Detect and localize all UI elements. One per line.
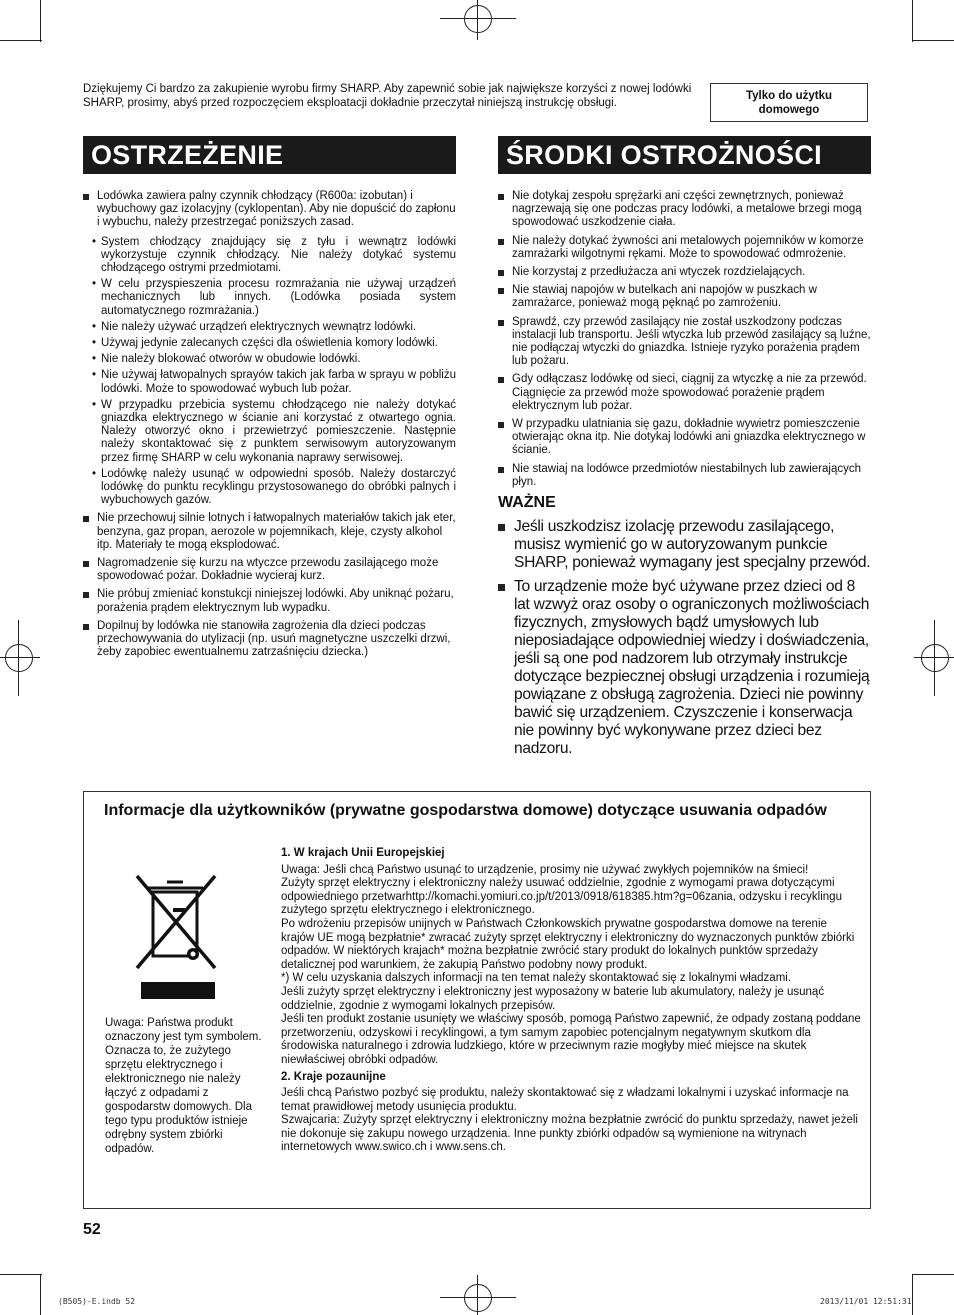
warning-item-text: Lodówka zawiera palny czynnik chłodzący (R600a: izobutan) i wybuchowy gaz izolacyjny (cyklopentan). Aby nie dopuścić do zapłonu i wybuchu, należy przestrzegać poniższych zasad. (97, 190, 456, 229)
precautions-section (498, 190, 871, 764)
eu-heading: 1. W krajach Unii Europejskiej (281, 847, 445, 859)
eu-paragraph: Zużyty sprzęt elektryczny i elektroniczny należy usuwać oddzielnie, zgodnie z wymogami prawa dotyczącymi odpowiedniego przetwarhttp://komachi.yomiuri.co.jp/t/2013/0918/618385.htm?g=06zania, odzysku i recyklingu zużytego sprzętu elektrycznego i elektronicznego. (281, 877, 842, 917)
warning-subitem: • System chłodzący znajdujący się z tyłu i wewnątrz lodówki wykorzystuje czynnik chłodzący. Nie należy dotykać systemu chłodzącego ostrymi przedmiotami. (91, 236, 456, 276)
important-heading: WAŻNE (498, 494, 556, 512)
eu-paragraph: Jeśli zużyty sprzęt elektryczny i elektroniczny jest wyposażony w baterie lub akumulatory, należy je usunąć oddzielnie, zgodnie z wymogami lokalnych przepisów. (281, 985, 825, 1012)
non-eu-paragraph: Szwajcaria: Zużyty sprzęt elektryczny i elektroniczny można bezpłatnie zwrócić do punktu sprzedaży, nawet jeżeli nie dokonuje się zakupu nowego urządzenia. Inne punkty zbiórki odpadów są wymienione na witrynach internetowych www.swico.ch i www.sens.ch. (281, 1114, 858, 1154)
precautions-heading: ŚRODKI OSTROŻNOŚCI (498, 136, 871, 174)
precaution-item: W przypadku ulatniania się gazu, dokładnie wywietrz pomieszczenie otwierając okna itp. Nie dotykaj lodówki ani gniazdka elektrycznego w ścianie. (498, 418, 871, 458)
precaution-item: Nie korzystaj z przedłużacza ani wtyczek rozdzielających. (498, 266, 871, 279)
warning-item: Nie przechowuj silnie lotnych i łatwopalnych materiałów takich jak eter, benzyna, gaz propan, aerozole w pojemnikach, kleje, czysty alkohol itp. Materiały te mogą eksplodować. (83, 512, 456, 552)
eu-paragraph: Uwaga: Jeśli chcą Państwo usunąć to urządzenie, prosimy nie używać zwykłych pojemników na śmieci! (281, 863, 809, 876)
footer-file-info: (B505)-E.indb 52 (58, 1297, 136, 1306)
warning-subitem: • Nie należy używać urządzeń elektrycznych wewnątrz lodówki. (91, 321, 456, 334)
precaution-item: Nie dotykaj zespołu sprężarki ani części zewnętrznych, ponieważ nagrzewają się one podczas pracy lodówki, a metalowe brzegi mogą spowodować uszkodzenie ciała. (498, 190, 871, 230)
warning-subitem: • Nie używaj łatwopalnych sprayów takich jak farba w sprayu w pobliżu lodówki. Może to spowodować wybuch lub pożar. (91, 369, 456, 395)
disposal-symbol-note: Uwaga: Państwa produkt oznaczony jest tym symbolem. Oznacza to, że zużytego sprzętu elektrycznego i elektronicznego nie należy łączyć z odpadami z gospodarstw domowych. Dla tego typu produktów istnieje odrębny system zbiórki odpadów. (105, 1017, 262, 1155)
crop-mark (40, 1274, 41, 1315)
domestic-use-badge (710, 83, 868, 122)
domestic-use-label: Tylko do użytku domowego (745, 89, 833, 116)
warning-item: Dopilnuj by lodówka nie stanowiła zagrożenia dla dzieci podczas przechowywania do utylizacji (np. usuń magnetyczne uszczelki drzwi, żeby zapobiec ewentualnemu zatrzaśnięciu dziecka.) (83, 620, 456, 660)
warning-heading: OSTRZEŻENIE (83, 136, 456, 174)
precaution-item: Gdy odłączasz lodówkę od sieci, ciągnij za wtyczkę a nie za przewód. Ciągnięcie za przewód może spowodować porażenie prądem elektrycznym lub pożar. (498, 373, 871, 413)
footer-timestamp: 2013/11/01 12:51:31 (820, 1297, 912, 1306)
precaution-item: Nie stawiaj napojów w butelkach ani napojów w puszkach w zamrażarce, ponieważ mogą pęknąć po zamrożeniu. (498, 284, 871, 310)
disposal-body (281, 847, 861, 1155)
non-eu-paragraph: Jeśli chcą Państwo pozbyć się produktu, należy skontaktować się z władzami lokalnymi i uzyskać informacje na temat prawidłowej metody usunięcia produktu. (281, 1087, 849, 1113)
crop-mark (0, 1274, 42, 1275)
precaution-item: Nie stawiaj na lodówce przedmiotów niestabilnych lub zawierających płyn. (498, 463, 871, 489)
warning-item (83, 190, 456, 507)
crossed-out-wheeled-bin-icon (133, 870, 219, 1000)
warning-subitem: • W przypadku przebicia systemu chłodzącego nie należy dotykać gniazdka elektrycznego w ścianie ani korzystać z otwartego ognia. Należy otworzyć okno i przewietrzyć pomieszczenie. Następnie należy skontaktować się z punktem serwisowym autoryzowanym przez firmę SHARP w celu wykonania naprawy serwisowej. (91, 399, 456, 465)
crop-mark (912, 1274, 913, 1315)
non-eu-heading: 2. Kraje pozaunijne (281, 1070, 386, 1083)
warning-subitem: • Nie należy blokować otworów w obudowie lodówki. (91, 353, 456, 366)
crop-mark (912, 0, 913, 42)
important-item: Jeśli uszkodzisz izolację przewodu zasilającego, musisz wymienić go w autoryzowanym punkcie SHARP, ponieważ wymagany jest specjalny przewód. (498, 518, 871, 572)
eu-paragraph: *) W celu uzyskania dalszych informacji na ten temat należy skontaktować się z lokalnymi władzami. (281, 972, 792, 985)
eu-paragraph: Jeśli ten produkt zostanie usunięty we właściwy sposób, pomogą Państwo zapewnić, że odpady zostaną poddane przetworzeniu, odzyskowi i recyklingowi, a tym samym zapobiec potencjalnym negatywnym skutkom dla środowiska naturalnego i zdrowia ludzkiego, które w przeciwnym razie mogłyby mieć miejsce na skutek niewłaściwej obróbki odpadów. (281, 1013, 861, 1066)
crop-mark (40, 0, 41, 42)
intro-text: Dziękujemy Ci bardzo za zakupienie wyrobu firmy SHARP. Aby zapewnić sobie jak największe korzyści z nowej lodówki SHARP, prosimy, abyś przed rozpoczęciem eksploatacji dokładnie przeczytał niniejszą instrukcję obsługi. (83, 83, 692, 109)
precaution-item: Sprawdź, czy przewód zasilający nie został uszkodzony podczas instalacji lub transportu. Jeśli wtyczka lub przewód zasilający są luźne, nie podłączaj wtyczki do gniazdka. Istnieje ryzyko porażenia prądem lub pożaru. (498, 316, 871, 369)
crop-mark (912, 1274, 954, 1275)
warning-subitem: • W celu przyspieszenia procesu rozmrażania nie używaj urządzeń mechanicznych lub innych. (Lodówka posiada system automatycznego rozmrażania.) (91, 278, 456, 318)
warning-item: Nie próbuj zmieniać konstukcji niniejszej lodówki. Aby uniknąć pożaru, porażenia prądem elektrycznym lub wypadku. (83, 588, 456, 614)
precaution-item: Nie należy dotykać żywności ani metalowych pojemników w komorze zamrażarki wilgotnymi rękami. Może to spowodować odmrożenie. (498, 235, 871, 261)
warning-subitem: • Lodówkę należy usunąć w odpowiedni sposób. Należy dostarczyć lodówkę do punktu recyklingu przystosowanego do obróbki palnych i wybuchowych gazów. (91, 468, 456, 508)
disposal-title: Informacje dla użytkowników (prywatne gospodarstwa domowe) dotyczące usuwania odpadów (104, 802, 827, 819)
crop-mark (0, 40, 42, 41)
important-item: To urządzenie może być używane przez dzieci od 8 lat wzwyż oraz osoby o ograniczonych możliwościach fizycznych, zmysłowych bądź umysłowych lub nieposiadające odpowiedniej wiedzy i doświadczenia, jeśli są one pod nadzorem lub otrzymały instrukcje dotyczące bezpiecznej obsługi urządzenia i rozumieją powiązane z obsługą zagrożenia. Dzieci nie powinny bawić się urządzeniem. Czyszczenie i konserwacja nie powinny być wykonywane przez dzieci bez nadzoru. (498, 578, 871, 758)
crop-mark (912, 40, 954, 41)
warning-section (83, 190, 456, 665)
warning-subitem: • Używaj jedynie zalecanych części dla oświetlenia komory lodówki. (91, 337, 456, 350)
warning-item: Nagromadzenie się kurzu na wtyczce przewodu zasilającego może spowodować pożar. Dokładnie wycieraj kurz. (83, 557, 456, 583)
eu-paragraph: Po wdrożeniu przepisów unijnych w Państwach Członkowskich prywatne gospodarstwa domowe na terenie krajów UE mogą bezpłatnie* zwracać zużyty sprzęt elektryczny i elektroniczny do wyznaczonych punktów zbiórki odpadów. W niektórych krajach* można bezpłatnie zwrócić stary produkt do lokalnych punktów sprzedaży detalicznej pod warunkiem, że zakupią Państwo podobny nowy produkt. (281, 917, 855, 971)
page-number: 52 (83, 1221, 101, 1238)
